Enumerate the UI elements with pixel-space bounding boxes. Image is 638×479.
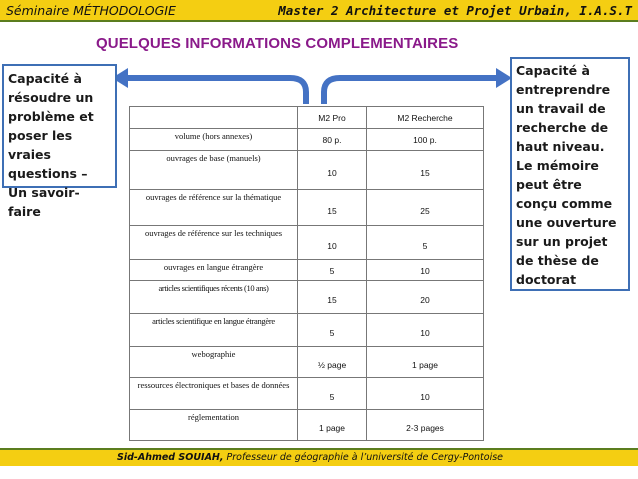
requirements-table xyxy=(129,106,484,441)
row-recherche-value: 10 xyxy=(367,260,484,281)
author-name: Sid-Ahmed SOUIAH, xyxy=(117,452,224,463)
author-role: Professeur de géographie à l’université de Cergy-Pontoise xyxy=(223,452,504,463)
row-pro-value: 5 xyxy=(298,260,367,281)
program-title: Master 2 Architecture et Projet Urbain, I.A.S.T xyxy=(278,3,632,18)
row-label: réglementation xyxy=(130,410,298,441)
footer-bar xyxy=(0,448,638,466)
table-row xyxy=(130,314,484,347)
row-recherche-value: 25 xyxy=(367,190,484,226)
table-row xyxy=(130,226,484,260)
table-row xyxy=(130,347,484,378)
page-title: QUELQUES INFORMATIONS COMPLEMENTAIRES xyxy=(96,35,459,52)
row-pro-value: 1 page xyxy=(298,410,367,441)
row-pro-value: 15 xyxy=(298,190,367,226)
row-pro-value: 15 xyxy=(298,281,367,314)
right-info-box xyxy=(510,57,630,291)
table-row xyxy=(130,410,484,441)
row-recherche-value: 2-3 pages xyxy=(367,410,484,441)
row-label: ouvrages de base (manuels) xyxy=(130,151,298,190)
row-pro-value: 80 p. xyxy=(298,129,367,151)
left-info-box xyxy=(2,64,117,219)
row-pro-value: ½ page xyxy=(298,347,367,378)
row-pro-value: 10 xyxy=(298,226,367,260)
row-label: ouvrages de référence sur la thématique xyxy=(130,190,298,226)
header-cell-m2-pro: M2 Pro xyxy=(298,107,367,129)
table-row xyxy=(130,190,484,226)
table-row xyxy=(130,281,484,314)
row-label: articles scientifique en langue étrangère xyxy=(130,314,298,347)
header-cell-empty xyxy=(130,107,298,129)
left-box-text: Capacité à résoudre un problème et poser les vraies questions – Un savoir-faire xyxy=(8,71,94,219)
row-recherche-value: 20 xyxy=(367,281,484,314)
table-row xyxy=(130,151,484,190)
row-recherche-value: 1 page xyxy=(367,347,484,378)
seminar-title: Séminaire MÉTHODOLOGIE xyxy=(6,3,176,18)
row-label: ressources électroniques et bases de données xyxy=(130,378,298,410)
table-row xyxy=(130,260,484,281)
table-header-row xyxy=(130,107,484,129)
row-label: volume (hors annexes) xyxy=(130,129,298,151)
row-pro-value: 10 xyxy=(298,151,367,190)
right-box-text: Capacité à entreprendre un travail de recherche de haut niveau. Le mémoire peut être conçu comme une ouverture sur un projet de thèse de doctorat xyxy=(516,63,617,287)
table-row xyxy=(130,378,484,410)
row-recherche-value: 15 xyxy=(367,151,484,190)
row-recherche-value: 10 xyxy=(367,378,484,410)
row-recherche-value: 5 xyxy=(367,226,484,260)
row-label: ouvrages en langue étrangère xyxy=(130,260,298,281)
row-label: webographie xyxy=(130,347,298,378)
row-recherche-value: 100 p. xyxy=(367,129,484,151)
row-label: articles scientifiques récents (10 ans) xyxy=(130,281,298,314)
header-cell-m2-recherche: M2 Recherche xyxy=(367,107,484,129)
row-pro-value: 5 xyxy=(298,378,367,410)
author-credit xyxy=(117,452,503,463)
table-row xyxy=(130,129,484,151)
row-pro-value: 5 xyxy=(298,314,367,347)
row-recherche-value: 10 xyxy=(367,314,484,347)
arrow-line xyxy=(126,78,500,104)
row-label: ouvrages de référence sur les techniques xyxy=(130,226,298,260)
